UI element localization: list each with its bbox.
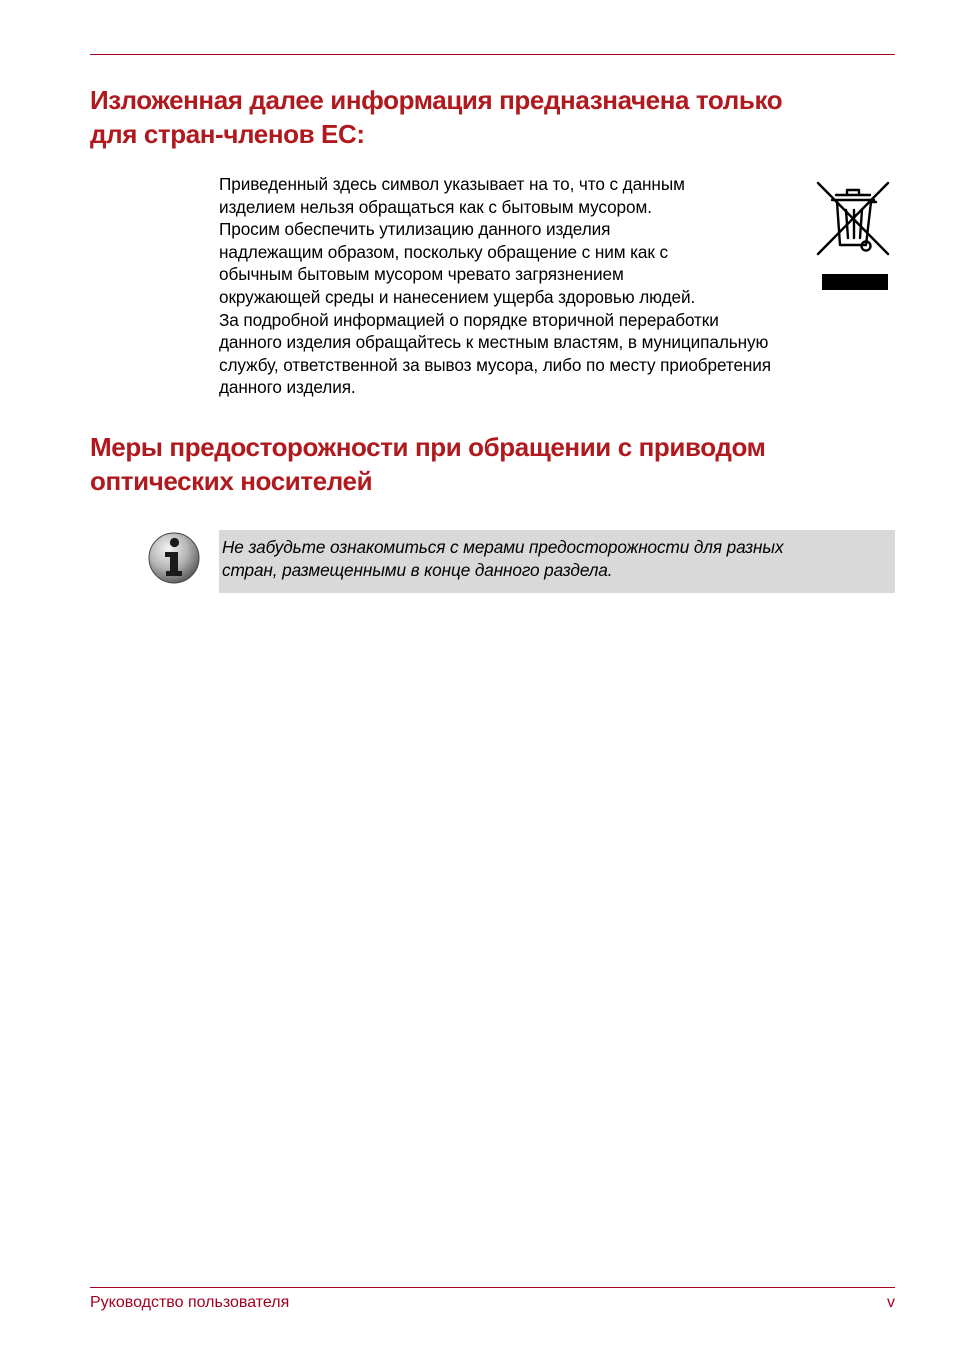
footer-rule: [90, 1287, 895, 1288]
heading-line: Изложенная далее информация предназначена только: [90, 85, 783, 115]
footer-title: Руководство пользователя: [90, 1294, 290, 1311]
eu-disposal-paragraph: [219, 173, 899, 399]
paragraph-line: службу, ответственной за вывоз мусора, либо по месту приобретения: [219, 354, 772, 375]
section-heading-optical: [90, 430, 895, 498]
info-icon: [147, 531, 201, 585]
paragraph-line: Приведенный здесь символ указывает на то, что с данным: [219, 174, 685, 194]
paragraph-line: надлежащим образом, поскольку обращение с ним как с: [219, 241, 668, 262]
heading-line: Меры предосторожности при обращении с приводом: [90, 432, 766, 462]
paragraph-line: данного изделия обращайтесь к местным властям, в муниципальную: [219, 332, 769, 353]
heading-line: для стран-членов ЕС:: [90, 119, 365, 149]
paragraph-line: обычным бытовым мусором чревато загрязнением: [219, 264, 624, 285]
note-text: [222, 536, 894, 581]
paragraph-line: Просим обеспечить утилизацию данного изделия: [219, 219, 611, 240]
header-rule: [90, 54, 895, 55]
paragraph-line: окружающей среды и нанесением ущерба здоровью людей.: [219, 286, 696, 307]
paragraph-line: изделием нельзя обращаться как с бытовым мусором.: [219, 196, 652, 217]
section-heading-eu: [90, 83, 895, 151]
crossed-out-wheelie-bin-icon: [810, 178, 896, 294]
page-number: v: [887, 1294, 895, 1311]
paragraph-line: данного изделия.: [219, 377, 356, 398]
heading-line: оптических носителей: [90, 466, 373, 496]
note-line: стран, размещенными в конце данного раздела.: [222, 559, 613, 580]
note-line: Не забудьте ознакомиться с мерами предосторожности для разных: [222, 537, 784, 557]
paragraph-line: За подробной информацией о порядке вторичной переработки: [219, 309, 719, 330]
